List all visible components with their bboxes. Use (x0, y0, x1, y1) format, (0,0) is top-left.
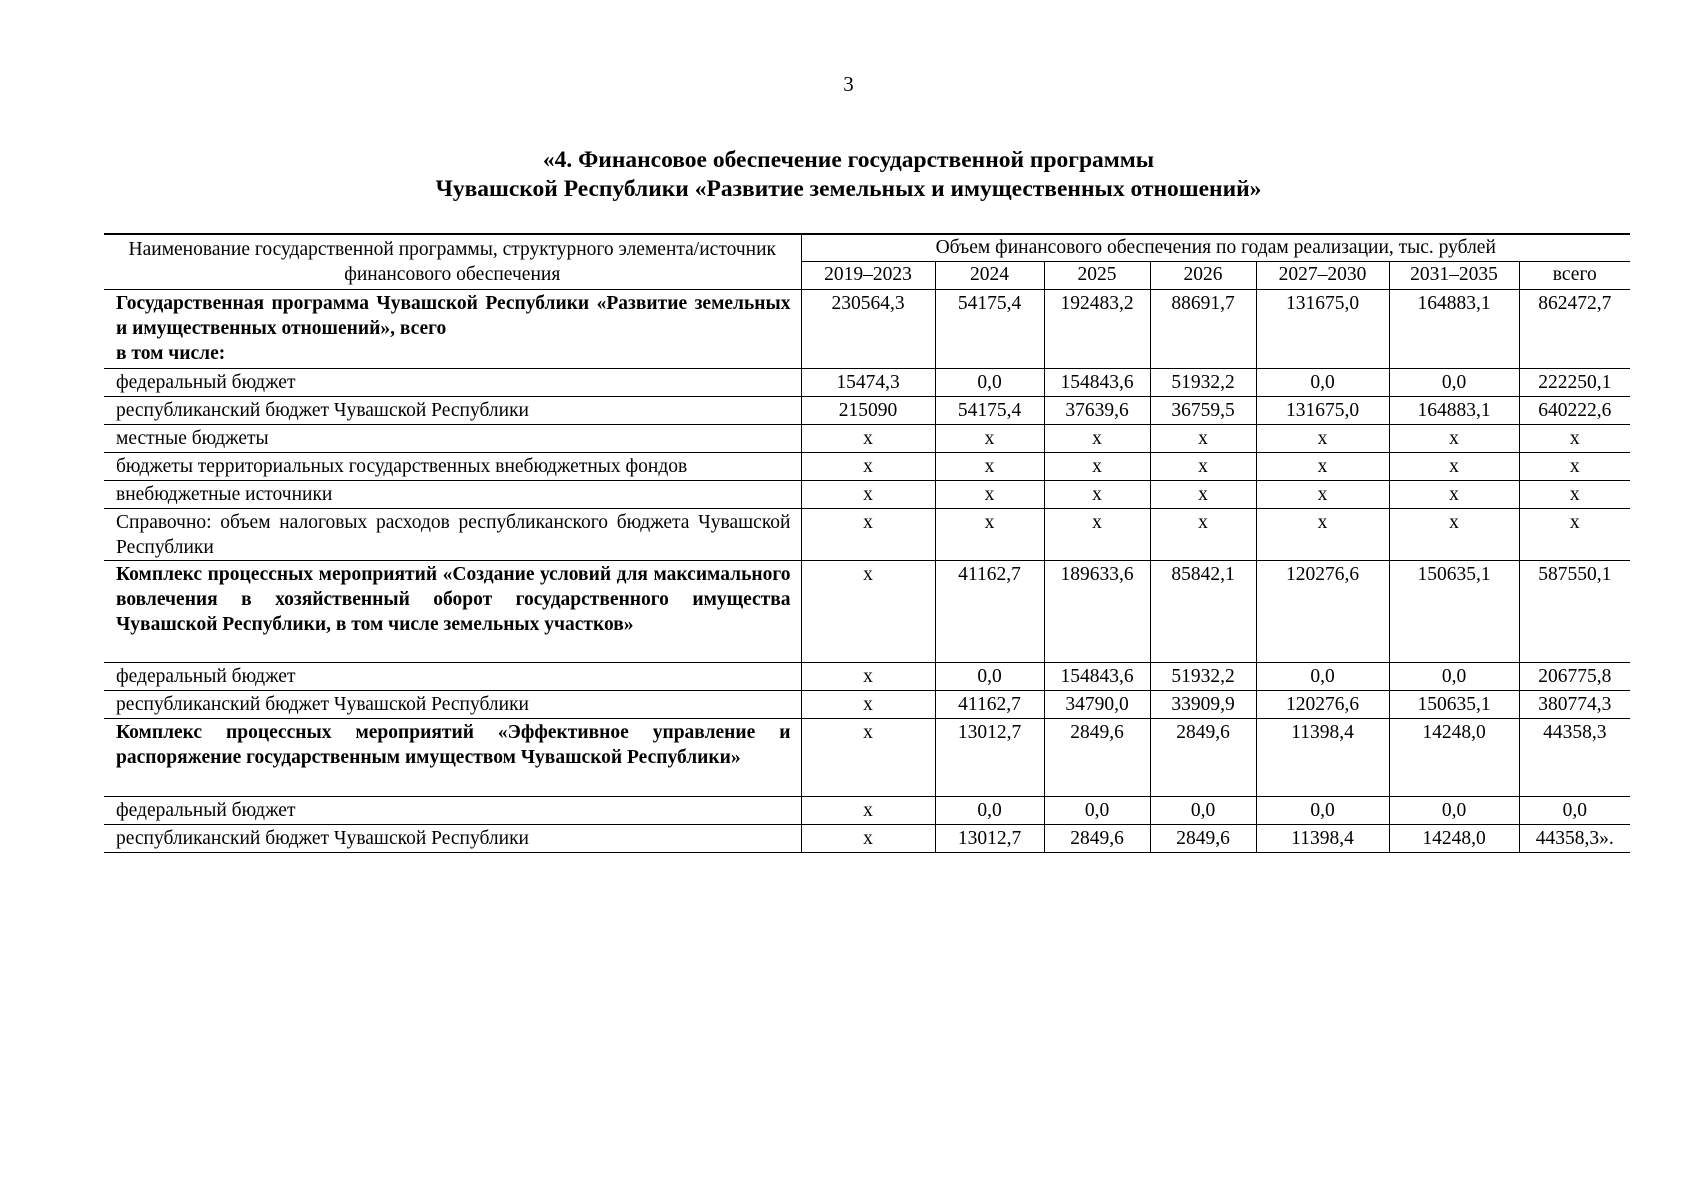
value-cell: х (1519, 425, 1630, 453)
value-cell: х (801, 719, 935, 797)
row-name: республиканский бюджет Чувашской Республики (116, 400, 529, 421)
value-cell: х (801, 425, 935, 453)
value-cell: 206775,8 (1519, 663, 1630, 691)
row-name-cell (104, 825, 801, 853)
row-name-cell (104, 481, 801, 509)
value-cell: 85842,1 (1150, 561, 1256, 663)
row-name: федеральный бюджет (116, 372, 296, 393)
value-cell: 189633,6 (1044, 561, 1150, 663)
row-name: республиканский бюджет Чувашской Республики (116, 828, 529, 849)
value-cell: 14248,0 (1389, 719, 1519, 797)
row-name-cell (104, 369, 801, 397)
value-cell: 131675,0 (1256, 397, 1389, 425)
header-year: 2019–2023 (801, 261, 935, 289)
table-row (104, 561, 1630, 663)
value-cell: х (1519, 481, 1630, 509)
row-name-cell (104, 691, 801, 719)
table-row (104, 425, 1630, 453)
title-line-1: «4. Финансовое обеспечение государственной программы (542, 147, 1155, 173)
value-cell: х (801, 481, 935, 509)
value-cell: 11398,4 (1256, 719, 1389, 797)
table-row (104, 453, 1630, 481)
table-row (104, 481, 1630, 509)
value-cell: х (1256, 425, 1389, 453)
value-cell: 13012,7 (935, 719, 1044, 797)
value-cell: 215090 (801, 397, 935, 425)
value-cell: х (801, 691, 935, 719)
row-name-cell (104, 290, 801, 369)
value-cell: х (1389, 425, 1519, 453)
header-year: 2024 (935, 261, 1044, 289)
document-title (0, 146, 1697, 204)
value-cell: х (1044, 453, 1150, 481)
value-cell: х (935, 425, 1044, 453)
value-cell: 0,0 (1256, 369, 1389, 397)
value-cell: 380774,3 (1519, 691, 1630, 719)
value-cell: х (801, 561, 935, 663)
value-cell: х (935, 453, 1044, 481)
value-cell: 44358,3». (1519, 825, 1630, 853)
value-cell: 41162,7 (935, 561, 1044, 663)
row-name-cell (104, 663, 801, 691)
value-cell: 0,0 (1389, 797, 1519, 825)
row-name-cell (104, 561, 801, 663)
value-cell: 37639,6 (1044, 397, 1150, 425)
value-cell: 0,0 (1256, 797, 1389, 825)
value-cell: х (1389, 453, 1519, 481)
value-cell: 0,0 (1389, 663, 1519, 691)
value-cell: 120276,6 (1256, 691, 1389, 719)
value-cell: 164883,1 (1389, 290, 1519, 369)
row-name: Комплекс процессных мероприятий «Эффективное управление и распоряжение государственным имуществом Чувашской Республики» (116, 722, 791, 768)
header-name-cell: Наименование государственной программы, структурного элемента/источник финансового обеспечения (104, 234, 801, 290)
header-year: 2027–2030 (1256, 261, 1389, 289)
value-cell: х (1389, 481, 1519, 509)
value-cell: 0,0 (935, 797, 1044, 825)
value-cell: 54175,4 (935, 290, 1044, 369)
value-cell: х (1044, 481, 1150, 509)
table-row (104, 290, 1630, 369)
value-cell: х (801, 509, 935, 561)
value-cell: 41162,7 (935, 691, 1044, 719)
row-name-cell (104, 719, 801, 797)
value-cell: х (801, 797, 935, 825)
value-cell: 131675,0 (1256, 290, 1389, 369)
value-cell: 192483,2 (1044, 290, 1150, 369)
row-name-cell (104, 425, 801, 453)
value-cell: х (935, 481, 1044, 509)
value-cell: 11398,4 (1256, 825, 1389, 853)
value-cell: 34790,0 (1044, 691, 1150, 719)
value-cell: 36759,5 (1150, 397, 1256, 425)
row-name-cell (104, 397, 801, 425)
value-cell: 120276,6 (1256, 561, 1389, 663)
table-row (104, 719, 1630, 797)
value-cell: 0,0 (1519, 797, 1630, 825)
value-cell: 222250,1 (1519, 369, 1630, 397)
value-cell: 15474,3 (801, 369, 935, 397)
row-name: Справочно: объем налоговых расходов республиканского бюджета Чувашской Республики (116, 512, 791, 558)
row-name: Комплекс процессных мероприятий «Создание условий для максимального вовлечения в хозяйственный оборот государственного имущества Чувашской Республики, в том числе земельных участков» (116, 564, 791, 635)
value-cell: 54175,4 (935, 397, 1044, 425)
row-name: республиканский бюджет Чувашской Республики (116, 694, 529, 715)
value-cell: 14248,0 (1389, 825, 1519, 853)
row-name: Государственная программа Чувашской Республики «Развитие земельных и имущественных отношений», всего (116, 293, 791, 339)
value-cell: 587550,1 (1519, 561, 1630, 663)
header-year: 2026 (1150, 261, 1256, 289)
page-number: 3 (843, 72, 854, 96)
row-name: бюджеты территориальных государственных внебюджетных фондов (116, 456, 688, 477)
row-name-cell (104, 797, 801, 825)
value-cell: 0,0 (1044, 797, 1150, 825)
table-row (104, 397, 1630, 425)
value-cell: 150635,1 (1389, 561, 1519, 663)
financing-table (104, 233, 1630, 853)
header-group-cell: Объем финансового обеспечения по годам реализации, тыс. рублей (801, 234, 1630, 261)
value-cell: х (1256, 453, 1389, 481)
value-cell: х (1044, 509, 1150, 561)
table-row (104, 369, 1630, 397)
table-row (104, 797, 1630, 825)
value-cell: 640222,6 (1519, 397, 1630, 425)
row-name: федеральный бюджет (116, 666, 296, 687)
value-cell: 0,0 (1256, 663, 1389, 691)
table-row (104, 509, 1630, 561)
value-cell: х (935, 509, 1044, 561)
value-cell: х (1256, 509, 1389, 561)
row-name: федеральный бюджет (116, 800, 296, 821)
header-total: всего (1519, 261, 1630, 289)
header-year: 2031–2035 (1389, 261, 1519, 289)
table-row (104, 663, 1630, 691)
value-cell: 0,0 (1389, 369, 1519, 397)
value-cell: 88691,7 (1150, 290, 1256, 369)
header-row (104, 234, 1630, 261)
table-row (104, 825, 1630, 853)
value-cell: х (1150, 509, 1256, 561)
row-name-cell (104, 453, 801, 481)
value-cell: 0,0 (935, 369, 1044, 397)
value-cell: х (801, 663, 935, 691)
value-cell: 51932,2 (1150, 663, 1256, 691)
value-cell: х (1150, 425, 1256, 453)
value-cell: 154843,6 (1044, 369, 1150, 397)
table-row (104, 691, 1630, 719)
value-cell: 44358,3 (1519, 719, 1630, 797)
value-cell: х (1256, 481, 1389, 509)
value-cell: х (801, 825, 935, 853)
value-cell: 2849,6 (1044, 719, 1150, 797)
value-cell: 2849,6 (1150, 825, 1256, 853)
value-cell: 164883,1 (1389, 397, 1519, 425)
value-cell: 2849,6 (1150, 719, 1256, 797)
value-cell: 862472,7 (1519, 290, 1630, 369)
value-cell: х (1519, 509, 1630, 561)
row-name-cell (104, 509, 801, 561)
value-cell: х (1044, 425, 1150, 453)
value-cell: 13012,7 (935, 825, 1044, 853)
value-cell: 51932,2 (1150, 369, 1256, 397)
value-cell: 2849,6 (1044, 825, 1150, 853)
title-line-2: Чувашской Республики «Развитие земельных и имущественных отношений» (435, 176, 1262, 202)
value-cell: х (1150, 481, 1256, 509)
value-cell: х (1389, 509, 1519, 561)
value-cell: 230564,3 (801, 290, 935, 369)
row-subnote: в том числе: (116, 343, 226, 364)
value-cell: х (801, 453, 935, 481)
value-cell: 0,0 (1150, 797, 1256, 825)
header-year: 2025 (1044, 261, 1150, 289)
row-name: внебюджетные источники (116, 484, 333, 505)
value-cell: 150635,1 (1389, 691, 1519, 719)
value-cell: 33909,9 (1150, 691, 1256, 719)
value-cell: 154843,6 (1044, 663, 1150, 691)
value-cell: х (1150, 453, 1256, 481)
row-name: местные бюджеты (116, 428, 269, 449)
value-cell: х (1519, 453, 1630, 481)
value-cell: 0,0 (935, 663, 1044, 691)
